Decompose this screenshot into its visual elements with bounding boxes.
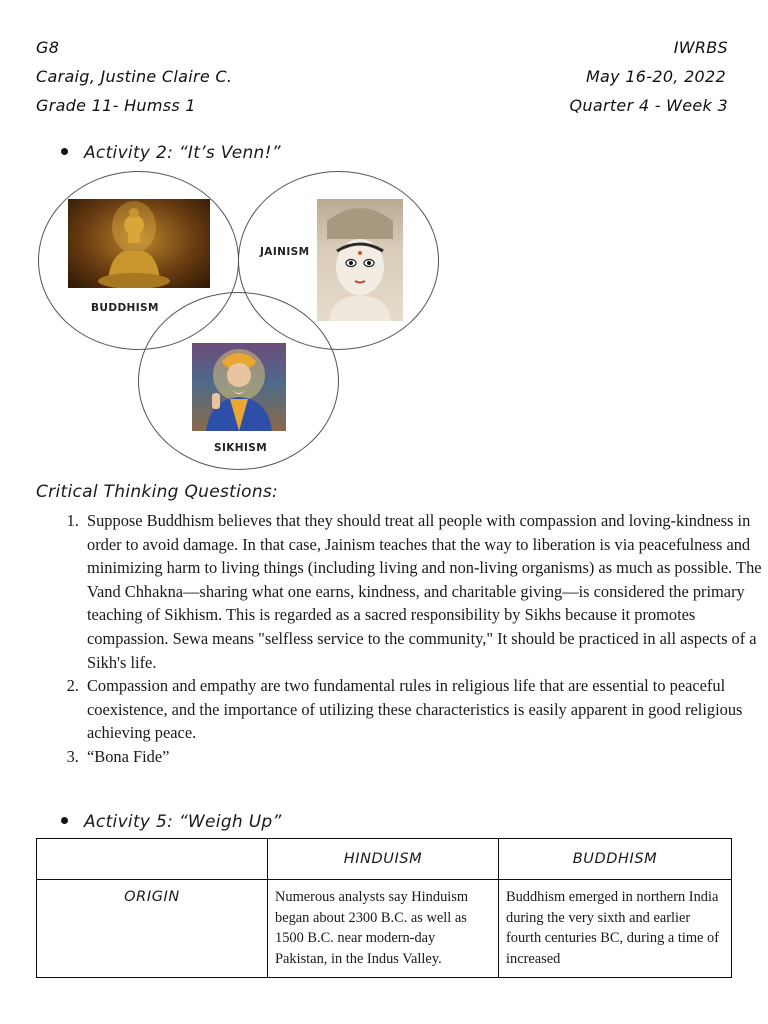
activity5-heading [61, 812, 282, 832]
answer-item: 3. “Bona Fide” [83, 745, 763, 769]
venn-label-buddhism: BUDDHISM [91, 302, 159, 314]
critical-thinking-answers [54, 509, 763, 769]
table-header-blank [37, 839, 268, 880]
table-header-buddhism: BUDDHISM [499, 839, 732, 880]
header-subject: G8 [36, 38, 60, 57]
table-header-hinduism: HINDUISM [268, 839, 499, 880]
venn-label-jainism: JAINISM [260, 246, 310, 258]
table-row [37, 880, 732, 978]
activity5-title: Activity 5: “Weigh Up” [84, 812, 282, 832]
guru-nanak-image [192, 343, 286, 431]
jain-tirthankara-image [317, 199, 403, 321]
header-quarter-week: Quarter 4 - Week 3 [569, 96, 728, 115]
header-date: May 16-20, 2022 [585, 67, 726, 86]
activity2-title: Activity 2: “It’s Venn!” [84, 143, 281, 163]
venn-label-sikhism: SIKHISM [214, 442, 268, 454]
cell-hinduism-origin [268, 880, 499, 978]
header-grade-section: Grade 11- Humss 1 [36, 96, 196, 115]
bullet-icon [61, 148, 68, 155]
table-header-row [37, 839, 732, 880]
weigh-up-table [36, 838, 732, 978]
row-label-cell [37, 880, 268, 978]
critical-thinking-heading: Critical Thinking Questions: [36, 482, 279, 502]
cell-buddhism-origin-text: Buddhism emerged in northern India during the very sixth and earlier fourth centuries BC, during a time of increased [506, 889, 720, 966]
cell-buddhism-origin [499, 880, 732, 978]
header-course: IWRBS [673, 38, 728, 57]
activity2-heading [61, 143, 281, 163]
bullet-icon [61, 817, 68, 824]
answer-item: 1. Suppose Buddhism believes that they should treat all people with compassion and loving-kindness in order to avoid damage. In that case, Jainism teaches that the way to liberation is via peacefulness and minimizing harm to living things (including living and non-living organisms) as much as possible. The Vand Chhakna—sharing what one earns, kindness, and charitable giving—is considered the primary teaching of Sikhism. This is regarded as a sacred responsibility by Sikhs because it promotes compassion. Sewa means "selfless service to the community," It should be practiced in all aspects of a Sikh's life. [83, 509, 763, 674]
buddha-image [68, 199, 210, 288]
row-label-origin: ORIGIN [124, 889, 180, 905]
header-student-name: Caraig, Justine Claire C. [36, 67, 233, 86]
cell-hinduism-origin-text: Numerous analysts say Hinduism began about 2300 B.C. as well as 1500 B.C. near modern-day Pakistan, in the Indus Valley. [275, 889, 469, 967]
answer-item: 2. Compassion and empathy are two fundamental rules in religious life that are essential to peaceful coexistence, and the importance of utilizing these characteristics is easily apparent in good religious achieving peace. [83, 674, 763, 745]
